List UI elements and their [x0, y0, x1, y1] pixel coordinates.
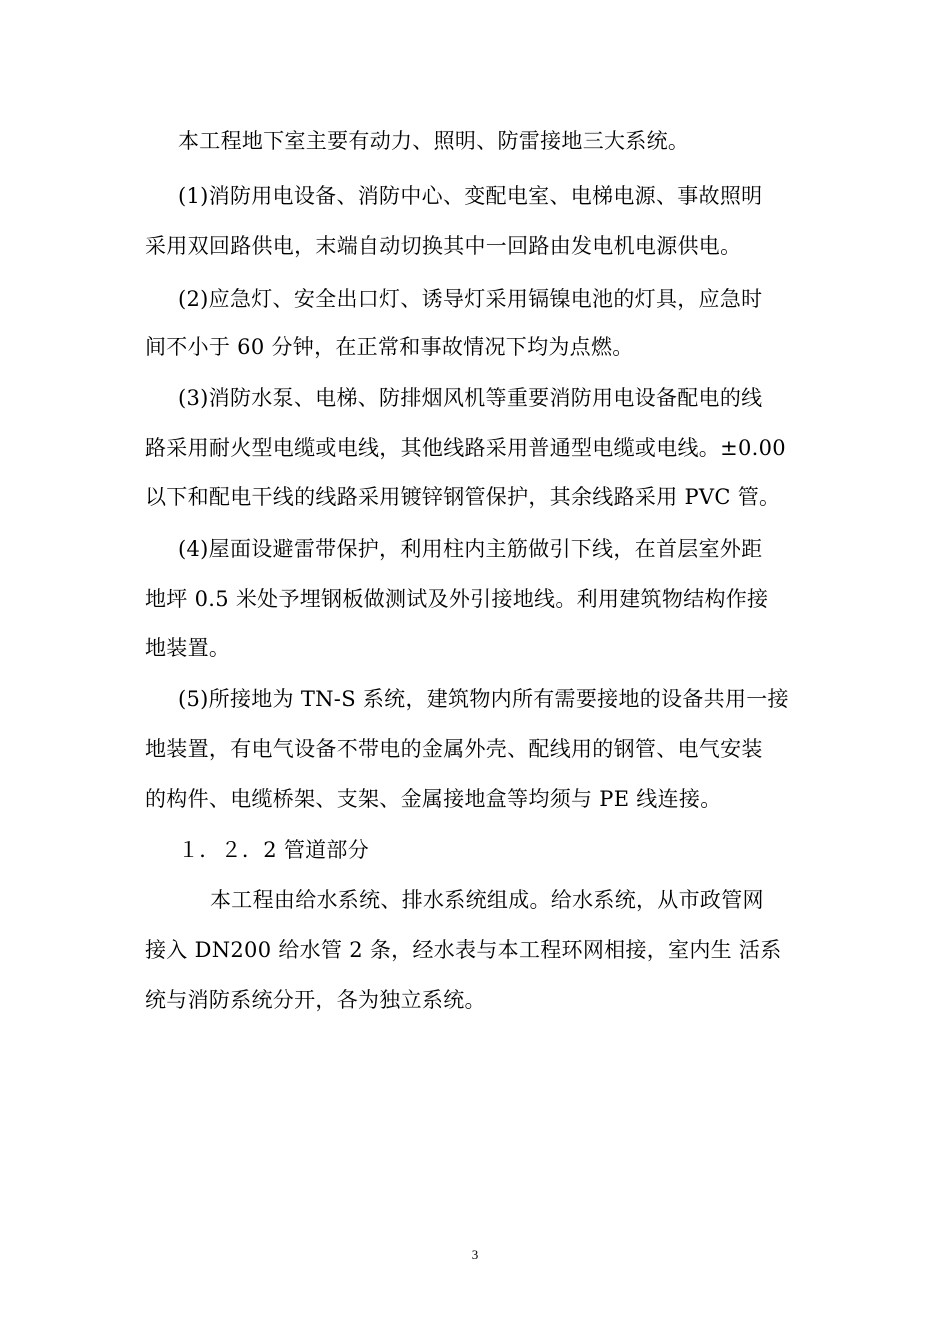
paragraph-6-line-3: 统与消防系统分开，各为独立系统。 — [145, 988, 486, 1012]
paragraph-3-line-2: 路采用耐火型电缆或电线，其他线路采用普通型电缆或电线。±0.00 — [145, 436, 786, 460]
paragraph-2-line-2: 间不小于 60 分钟，在正常和事故情况下均为点燃。 — [145, 335, 634, 359]
paragraph-2-line-1: (2)应急灯、安全出口灯、诱导灯采用镉镍电池的灯具，应急时 — [178, 287, 763, 311]
paragraph-1-line-2: 采用双回路供电，末端自动切换其中一回路由发电机电源供电。 — [145, 234, 742, 258]
paragraph-5-line-1: (5)所接地为 TN-S 系统，建筑物内所有需要接地的设备共用一接 — [178, 687, 789, 711]
paragraph-3-line-3: 以下和配电干线的线路采用镀锌钢管保护，其余线路采用 PVC 管。 — [145, 485, 781, 509]
paragraph-5-line-3: 的构件、电缆桥架、支架、金属接地盒等均须与 PE 线连接。 — [145, 787, 722, 811]
paragraph-6-line-1: 本工程由给水系统、排水系统组成。给水系统，从市政管网 — [210, 888, 764, 912]
section-heading: １．２．2 管道部分 — [178, 838, 370, 862]
paragraph-1-line-1: (1)消防用电设备、消防中心、变配电室、电梯电源、事故照明 — [178, 184, 763, 208]
page-number: 3 — [471, 1247, 479, 1262]
paragraph-4-line-2: 地坪 0.5 米处予埋钢板做测试及外引接地线。利用建筑物结构作接 — [145, 587, 769, 611]
paragraph-5-line-2: 地装置，有电气设备不带电的金属外壳、配线用的钢管、电气安装 — [145, 737, 763, 761]
paragraph-intro: 本工程地下室主要有动力、照明、防雷接地三大系统。 — [178, 129, 690, 153]
paragraph-4-line-1: (4)屋面设避雷带保护，利用柱内主筋做引下线，在首层室外距 — [178, 537, 763, 561]
paragraph-6-line-2: 接入 DN200 给水管 2 条，经水表与本工程环网相接，室内生 活系 — [145, 938, 782, 962]
paragraph-4-line-3: 地装置。 — [145, 636, 231, 660]
paragraph-3-line-1: (3)消防水泵、电梯、防排烟风机等重要消防用电设备配电的线 — [178, 386, 763, 410]
